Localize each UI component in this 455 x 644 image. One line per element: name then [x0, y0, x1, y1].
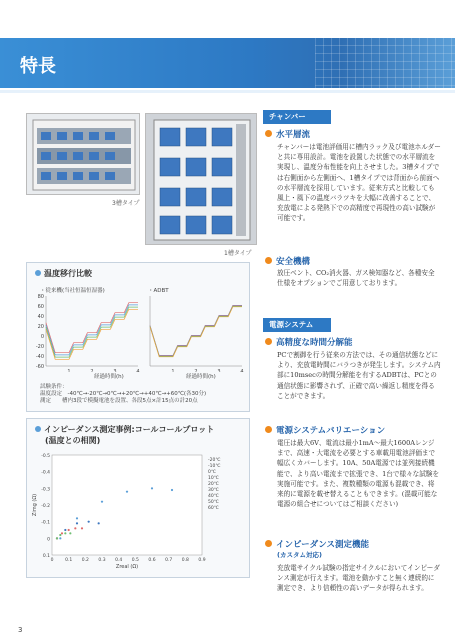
conditions-heading: 試験条件： [40, 384, 68, 390]
temperature-chart [28, 292, 248, 372]
legend-entry: 10℃ [208, 476, 219, 481]
text-variation: 電圧は最大6V、電流は最小1mA〜最大1600Aレンジまで、高速・大電流を必要とする車載用電池評価まで幅広くカバーします。10A、50A電源では並列接続機能で、より高い電流まで拡張でき、1台で様々な試験を実施可能です。また、複数種類の電源も混載でき、将来的に電源を載せ替えることもできます。(混載可能な電源の組合せについてはご相談ください) [277, 439, 440, 509]
subhead-impedance-custom: (カスタム対応) [277, 551, 322, 559]
bullet-icon [265, 426, 272, 433]
y-tick-label: -60 [35, 364, 44, 370]
subhead-impedance: インピーダンス測定機能 [265, 538, 369, 550]
legend-entry: 40℃ [208, 494, 219, 499]
x-tick-label: 2 [90, 369, 94, 372]
x-tick-label: 1 [171, 369, 175, 372]
conditions-measure: 測定 槽内3段で模擬電池を設置、各段5点×計15点の計20点 [40, 398, 198, 404]
x-tick-label: 0.5 [131, 558, 139, 563]
x-tick-label: 0.6 [148, 558, 156, 563]
x-tick-label: 3 [217, 369, 221, 372]
data-point [68, 529, 70, 531]
legend-entry: 60℃ [208, 506, 219, 511]
data-point [76, 522, 78, 524]
x-tick-label: 0.1 [65, 558, 73, 563]
x-tick-label: 0.2 [81, 558, 89, 563]
data-point [88, 521, 90, 523]
bullet-icon [265, 338, 272, 345]
subhead-horizontal-flow: 水平層流 [265, 128, 310, 140]
chart-label-conventional: ・従来機(当社恒温恒湿器) [40, 288, 105, 294]
y-tick-label: 0 [47, 537, 50, 543]
data-point [74, 527, 76, 529]
legend-entry: 20℃ [208, 482, 219, 487]
x-tick-label: 3 [113, 369, 117, 372]
y-tick-label: -0.1 [41, 520, 50, 526]
page-title: 特長 [20, 56, 56, 77]
legend-entry: -20℃ [208, 458, 221, 463]
y-tick-label: -0.5 [41, 454, 50, 459]
impedance-panel-subtitle: (温度との相関) [45, 436, 101, 445]
chart-label-adbt: ・ADBT [148, 288, 169, 294]
bullet-icon [35, 426, 41, 432]
plot-area [52, 455, 202, 555]
x-axis-label: Zreal (Ω) [115, 564, 139, 570]
text-impedance: 充放電サイクル試験の指定サイクルにおいてインピーダンス測定が行えます。電池を動かすこと無く連続的に測定でき、より信頼性の高いデータが得られます。 [277, 564, 440, 593]
legend-entry: -10℃ [208, 464, 221, 469]
x-tick-label: 0.4 [115, 558, 123, 563]
x-tick-label: 1 [67, 369, 71, 372]
temp-xlabel-right: 経過時間(h) [186, 374, 216, 380]
text-horizontal-flow: チャンバーは電池評価用に槽内ラック及び電池ホルダーと共に専用設計。電池を設置した状態での水平層流を実現し、温度分布性能を向上させました。3槽タイプでは右側面から左側面へ、1槽タイプでは背面から前面への水平層流を採用しています。従来方式と比較しても風上・風下の温度バラツキを大幅に改善することで、充放電による発熱下での高精度で再現性の高い試験が可能です。 [277, 143, 441, 223]
bullet-icon [265, 540, 272, 547]
chamber-3tank-illustration [27, 114, 140, 195]
y-tick-label: 20 [37, 324, 44, 330]
x-tick-label: 4 [136, 369, 140, 372]
header-divider [0, 90, 455, 93]
y-tick-label: -40 [35, 354, 44, 360]
data-point [64, 532, 66, 534]
x-tick-label: 0 [50, 558, 54, 563]
y-tick-label: 60 [37, 304, 44, 310]
y-tick-label: -20 [35, 344, 44, 350]
x-tick-label: 0.8 [181, 558, 189, 563]
section-tag-chamber: チャンバー [263, 110, 331, 124]
y-tick-label: 0.1 [42, 554, 50, 559]
temperature-line [150, 305, 242, 355]
chamber-1tank-photo [145, 113, 257, 245]
x-tick-label: 0.3 [98, 558, 106, 563]
impedance-chart [30, 447, 248, 575]
conditions-temp: 温度設定 -40℃→-20℃→0℃→+20℃→+40℃→+60℃(各30分) [40, 391, 207, 397]
data-point [59, 534, 61, 536]
impedance-panel-title: インピーダンス測定事例:コールコールプロット [35, 424, 214, 435]
legend-entry: 50℃ [208, 500, 219, 505]
text-time-resolution: PCで割御を行う従来の方法では、その通信状態などにより、充放電時間にバラつきが発生します。システム内部に10msecの時間分解能を有するADBTは、PCとの通信状態に影響されず、正確で高い繰返し精度を得ることができます。 [277, 351, 441, 400]
data-point [76, 517, 78, 519]
data-point [151, 487, 153, 489]
x-tick-label: 4 [240, 369, 244, 372]
data-point [56, 537, 58, 539]
bullet-icon [265, 257, 272, 264]
data-point [59, 537, 61, 539]
subhead-safety: 安全機構 [265, 255, 310, 267]
data-point [81, 527, 83, 529]
temperature-panel-title: 温度移行比較 [35, 268, 92, 279]
x-tick-label: 0.7 [165, 558, 173, 563]
y-tick-label: 40 [37, 314, 44, 320]
y-tick-label: -0.2 [41, 504, 50, 509]
subhead-time-resolution: 高精度な時間分解能 [265, 336, 353, 348]
bullet-icon [265, 130, 272, 137]
legend-entry: 30℃ [208, 488, 219, 493]
temperature-line [150, 306, 242, 356]
temperature-line [150, 307, 242, 357]
header-pattern [315, 38, 455, 88]
x-tick-label: 0.9 [198, 558, 206, 563]
legend-entry: 0℃ [208, 470, 216, 475]
data-point [126, 491, 128, 493]
caption-3tank: 3槽タイプ [112, 200, 140, 207]
y-tick-label: -0.4 [41, 470, 50, 476]
text-safety: 放圧ベント、CO₂消火器、ガス検知器など、各種安全仕様をオプションでご用意しております。 [277, 269, 435, 288]
chamber-1tank-illustration [146, 114, 257, 245]
temperature-line [46, 303, 138, 353]
y-tick-label: 0 [40, 334, 44, 340]
data-point [69, 532, 71, 534]
chamber-3tank-photo [26, 113, 140, 195]
y-axis-label: Zimg (Ω) [32, 493, 38, 517]
bullet-icon [35, 270, 41, 276]
caption-1tank: 1槽タイプ [224, 250, 252, 257]
page-number: 3 [18, 626, 23, 634]
data-point [61, 532, 63, 534]
subhead-variation: 電源システムバリエーション [265, 424, 385, 436]
data-point [101, 501, 103, 503]
data-point [171, 489, 173, 491]
y-tick-label: -0.3 [41, 487, 50, 493]
section-tag-power: 電源システム [263, 318, 331, 332]
data-point [64, 529, 66, 531]
x-tick-label: 2 [194, 369, 198, 372]
temperature-line [150, 306, 242, 356]
temp-xlabel-left: 経過時間(h) [94, 374, 124, 380]
y-tick-label: 80 [37, 294, 44, 300]
data-point [98, 522, 100, 524]
